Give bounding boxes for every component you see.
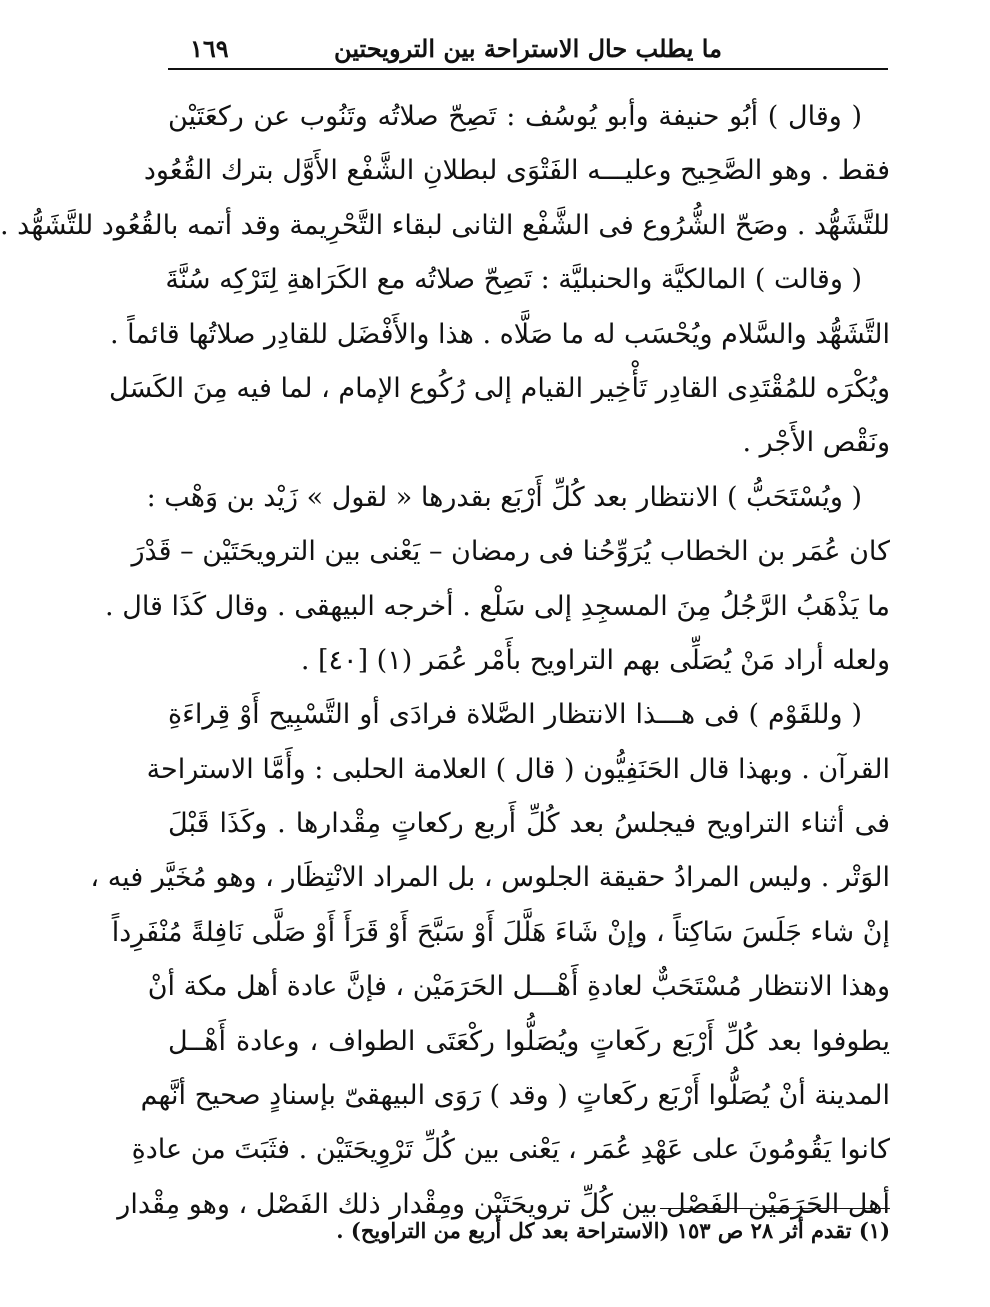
text-line: كانوا يَقُومُونَ على عَهْدِ عُمَر ، يَعْنى بين كُلِّ تَرْوِيحَتَيْن . فثَبَتَ من عادةِ	[131, 1134, 890, 1166]
text-line: ويُكْرَه للمُقْتَدِى القادِر تَأْخِير القيام إلى رُكُوع الإمام ، لما فيه مِنَ الكَسَل	[109, 372, 890, 404]
text-line: ونَقْص الأَجْر .	[742, 427, 890, 459]
text-line: الوَتْر . وليس المرادُ حقيقة الجلوس ، بل المراد الانْتِظَار ، وهو مُخَيَّر فيه ،	[90, 862, 890, 894]
text-line: أهل الحَرَمَيْن الفَصْل بين كُلِّ ترويحَتَيْن ومِقْدار ذلك الفَصْل ، وهو مِقْدار	[117, 1188, 890, 1220]
text-line: القرآن . وبهذا قال الحَنَفِيُّون ( قال ) العلامة الحلبى : وأَمَّا الاستراحة	[146, 753, 890, 785]
text-line: فقط . وهو الصَّحِيح وعليـــه الفَتْوَى لبطلانِ الشَّفْع الأَوَّل بترك القُعُود	[143, 155, 890, 187]
text-line: ( وقال ) أبُو حنيفة وأبو يُوسُف : تَصِحّ صلاتُه وتَنُوب عن ركعَتَيْن	[168, 101, 862, 132]
text-line: ولعله أراد مَنْ يُصَلِّى بهم التراويح بأَمْر عُمَر (١) [٤٠] .	[300, 644, 890, 676]
text-line: ما يَذْهَبُ الرَّجُلُ مِنَ المسجِدِ إلى سَلْع . أخرجه البيهقى . وقال كَذَا قال .	[105, 590, 890, 622]
text-line: وهذا الانتظار مُسْتَحَبٌّ لعادةِ أَهْـــل الحَرَمَيْن ، فإنَّ عادة أهل مكة أنْ	[147, 971, 890, 1003]
body-text	[0, 90, 890, 1232]
text-line: يطوفوا بعد كُلِّ أَرْبَع ركَعاتٍ ويُصَلُّوا ركْعَتَى الطواف ، وعادة أَهْــل	[168, 1025, 890, 1057]
footnote: (١) تقدم أثر ٢٨ ص ١٥٣ (الاستراحة بعد كل أربع من التراويح) .	[336, 1218, 890, 1243]
page-number: ١٦٩	[190, 34, 229, 63]
text-line: المدينة أنْ يُصَلُّوا أَرْبَع ركَعاتٍ ( وقد ) رَوَى البيهقىّ بإسنادٍ صحيح أنَّهم	[140, 1080, 890, 1112]
footnote-divider	[660, 1208, 890, 1209]
text-line: ( وللقَوْم ) فى هـــذا الانتظار الصَّلاة فرادَى أو التَّسْبِيح أَوْ قِراءَةِ	[168, 699, 862, 731]
text-line: إنْ شاء جَلَسَ سَاكِتاً ، وإنْ شَاءَ هَلَّلَ أَوْ سَبَّحَ أَوْ قَرَأَ أَوْ صَلَّى نَافِلةً مُنْفَرِداً	[111, 916, 890, 948]
text-line: للتَّشَهُّد . وصَحّ الشُّرُوع فى الشَّفْع الثانى لبقاء التَّحْرِيمة وقد أتمه بالقُعُود للتَّشَهُّد .	[0, 209, 890, 241]
text-line: ( ويُسْتَحَبُّ ) الانتظار بعد كُلِّ أَرْبَع بقدرها « لقول » زَيْد بن وَهْب :	[146, 481, 862, 513]
running-header	[168, 30, 888, 70]
text-line: كان عُمَر بن الخطاب يُرَوِّحُنا فى رمضان – يَعْنى بين الترويحَتَيْن – قَدْرَ	[131, 536, 890, 568]
text-line: ( وقالت ) المالكيَّة والحنبليَّة : تَصِحّ صلاتُه مع الكَرَاهةِ لِتَرْكِه سُنَّةَ	[165, 264, 862, 296]
text-line: التَّشَهُّد والسَّلام ويُحْسَب له ما صَلَّاه . هذا والأَفْضَل للقادِر صلاتُها قائماً .	[109, 318, 890, 350]
header-title: ما يطلب حال الاستراحة بين الترويحتين	[334, 34, 722, 63]
text-line: فى أثناء التراويح فيجلسُ بعد كُلِّ أَربع ركعاتٍ مِقْدارها . وكَذَا قَبْلَ	[168, 808, 890, 840]
